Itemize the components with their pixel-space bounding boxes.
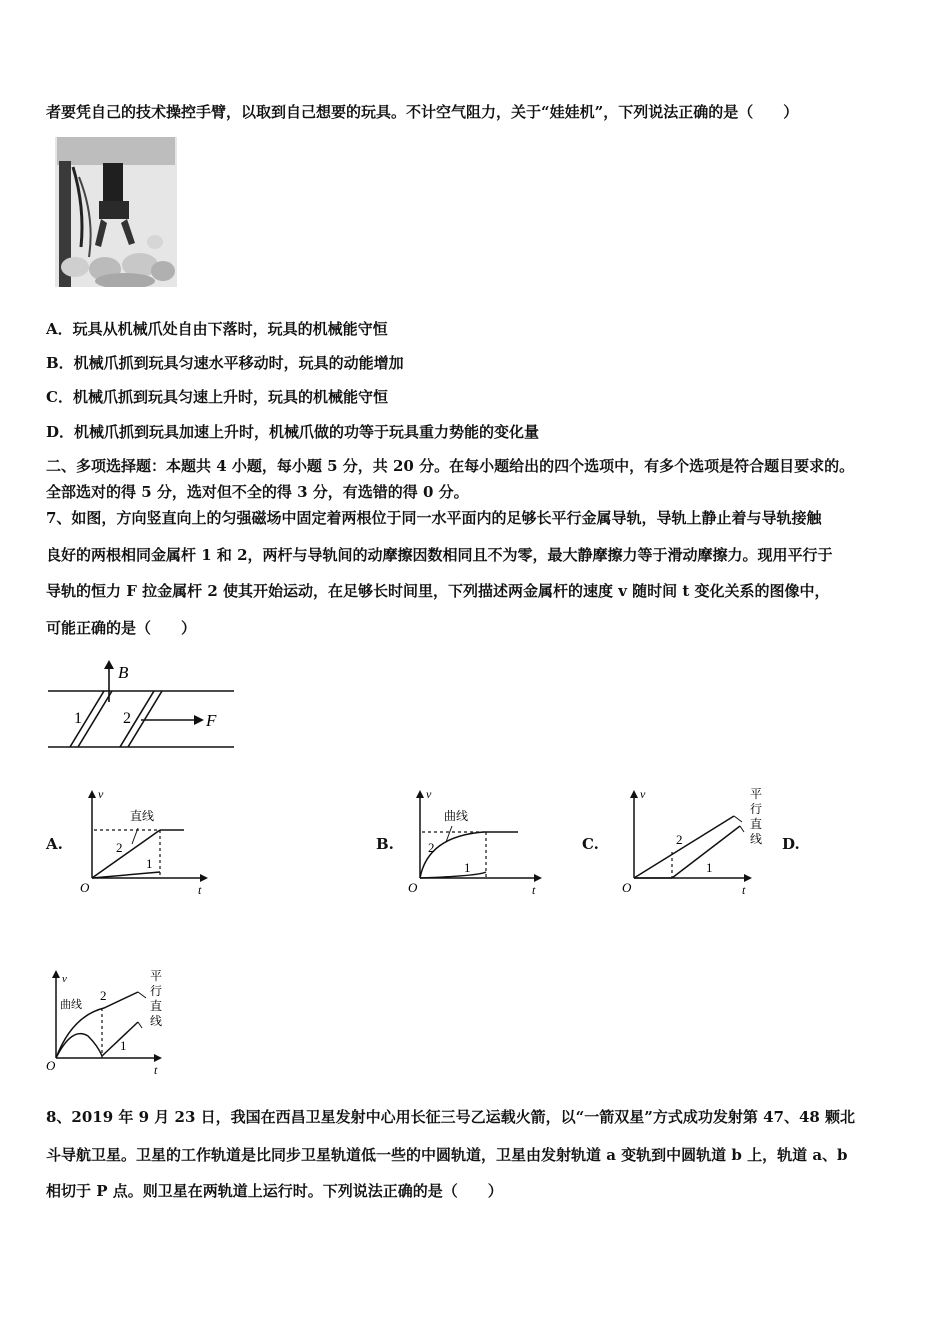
graph-a-t: t [198, 883, 202, 897]
graph-b-s1: 1 [464, 860, 471, 875]
label-F: F [206, 711, 217, 730]
graph-b-t: t [532, 883, 536, 897]
graph-d-s2: 2 [100, 988, 107, 1003]
label-rod2: 2 [123, 710, 131, 727]
q7-line2: 良好的两根相同金属杆 1 和 2，两杆与导轨间的动摩擦因数相同且不为零，最大静摩擦力等于滑动摩擦力。现用平行于 [46, 546, 833, 564]
q6-stem: 者要凭自己的技术操控手臂，以取到自己想要的玩具。不计空气阻力，关于“娃娃机”，下列说法正确的是（ ） [46, 103, 799, 121]
graph-a [80, 786, 212, 898]
graph-c-s2: 2 [676, 832, 683, 847]
q7-label-d: D. [782, 835, 800, 853]
graph-d-note4: 线 [150, 1014, 163, 1028]
graph-d-t: t [154, 1063, 158, 1077]
graph-d-s1: 1 [120, 1038, 127, 1053]
claw-machine-photo [55, 137, 177, 287]
graph-d-curve: 曲线 [60, 999, 82, 1011]
q6-option-a: A．玩具从机械爪处自由下落时，玩具的机械能守恒 [46, 320, 388, 338]
graph-d-note1: 平 [150, 969, 163, 983]
q7-label-a: A. [46, 835, 63, 853]
graph-c-s1: 1 [706, 860, 713, 875]
graph-c-t: t [742, 883, 746, 897]
q6-option-c: C．机械爪抓到玩具匀速上升时，玩具的机械能守恒 [46, 388, 388, 406]
graph-d-origin: O [46, 1058, 56, 1073]
section2-line1: 二、多项选择题：本题共 4 小题，每小题 5 分，共 20 分。在每小题给出的四个选项中，有多个选项是符合题目要求的。 [46, 457, 855, 475]
graph-b-note: 曲线 [444, 809, 469, 823]
graph-a-origin: O [80, 880, 90, 895]
q7-label-b: B. [376, 835, 394, 853]
q7-label-c: C. [582, 835, 599, 853]
graph-a-s1: 1 [146, 856, 153, 871]
graph-b [408, 786, 548, 898]
graph-c-v: v [640, 787, 646, 801]
graph-d-v: v [62, 973, 67, 985]
label-rod1: 1 [74, 710, 82, 727]
graph-b-s2: 2 [428, 840, 435, 855]
q7-line1: 7、如图，方向竖直向上的匀强磁场中固定着两根位于同一水平面内的足够长平行金属导轨，导轨上静止着与导轨接触 [46, 509, 822, 527]
graph-c-note3: 直 [750, 817, 763, 831]
label-B: B [118, 663, 129, 682]
graph-c-note1: 平 [750, 787, 763, 801]
graph-b-v: v [426, 787, 432, 801]
q6-option-d: D．机械爪抓到玩具加速上升时，机械爪做的功等于玩具重力势能的变化量 [46, 423, 540, 441]
graph-a-s2: 2 [116, 840, 123, 855]
rails-figure [46, 660, 246, 756]
q7-line3: 导轨的恒力 F 拉金属杆 2 使其开始运动，在足够长时间里，下列描述两金属杆的速度 v 随时间 t 变化关系的图像中， [46, 582, 830, 600]
graph-a-note: 直线 [130, 809, 155, 823]
graph-c-note4: 线 [750, 832, 763, 846]
graph-c-note2: 行 [750, 802, 763, 816]
graph-b-origin: O [408, 880, 418, 895]
graph-c-origin: O [622, 880, 632, 895]
graph-d-note3: 直 [150, 999, 163, 1013]
q7-line4: 可能正确的是（ ） [46, 619, 197, 637]
section2-line2: 全部选对的得 5 分，选对但不全的得 3 分，有选错的得 0 分。 [46, 483, 469, 501]
graph-d-note2: 行 [150, 984, 163, 998]
q6-option-b: B．机械爪抓到玩具匀速水平移动时，玩具的动能增加 [46, 354, 404, 372]
q8-line3: 相切于 P 点。则卫星在两轨道上运行时。下列说法正确的是（ ） [46, 1182, 503, 1200]
graph-d [42, 966, 182, 1078]
graph-c [620, 786, 780, 898]
graph-a-v: v [98, 787, 104, 801]
q8-line2: 斗导航卫星。卫星的工作轨道是比同步卫星轨道低一些的中圆轨道，卫星由发射轨道 a 变轨到中圆轨道 b 上，轨道 a、b [46, 1146, 848, 1164]
q8-line1: 8、2019 年 9 月 23 日，我国在西昌卫星发射中心用长征三号乙运载火箭，以“一箭双星”方式成功发射第 47、48 颗北 [46, 1108, 856, 1126]
